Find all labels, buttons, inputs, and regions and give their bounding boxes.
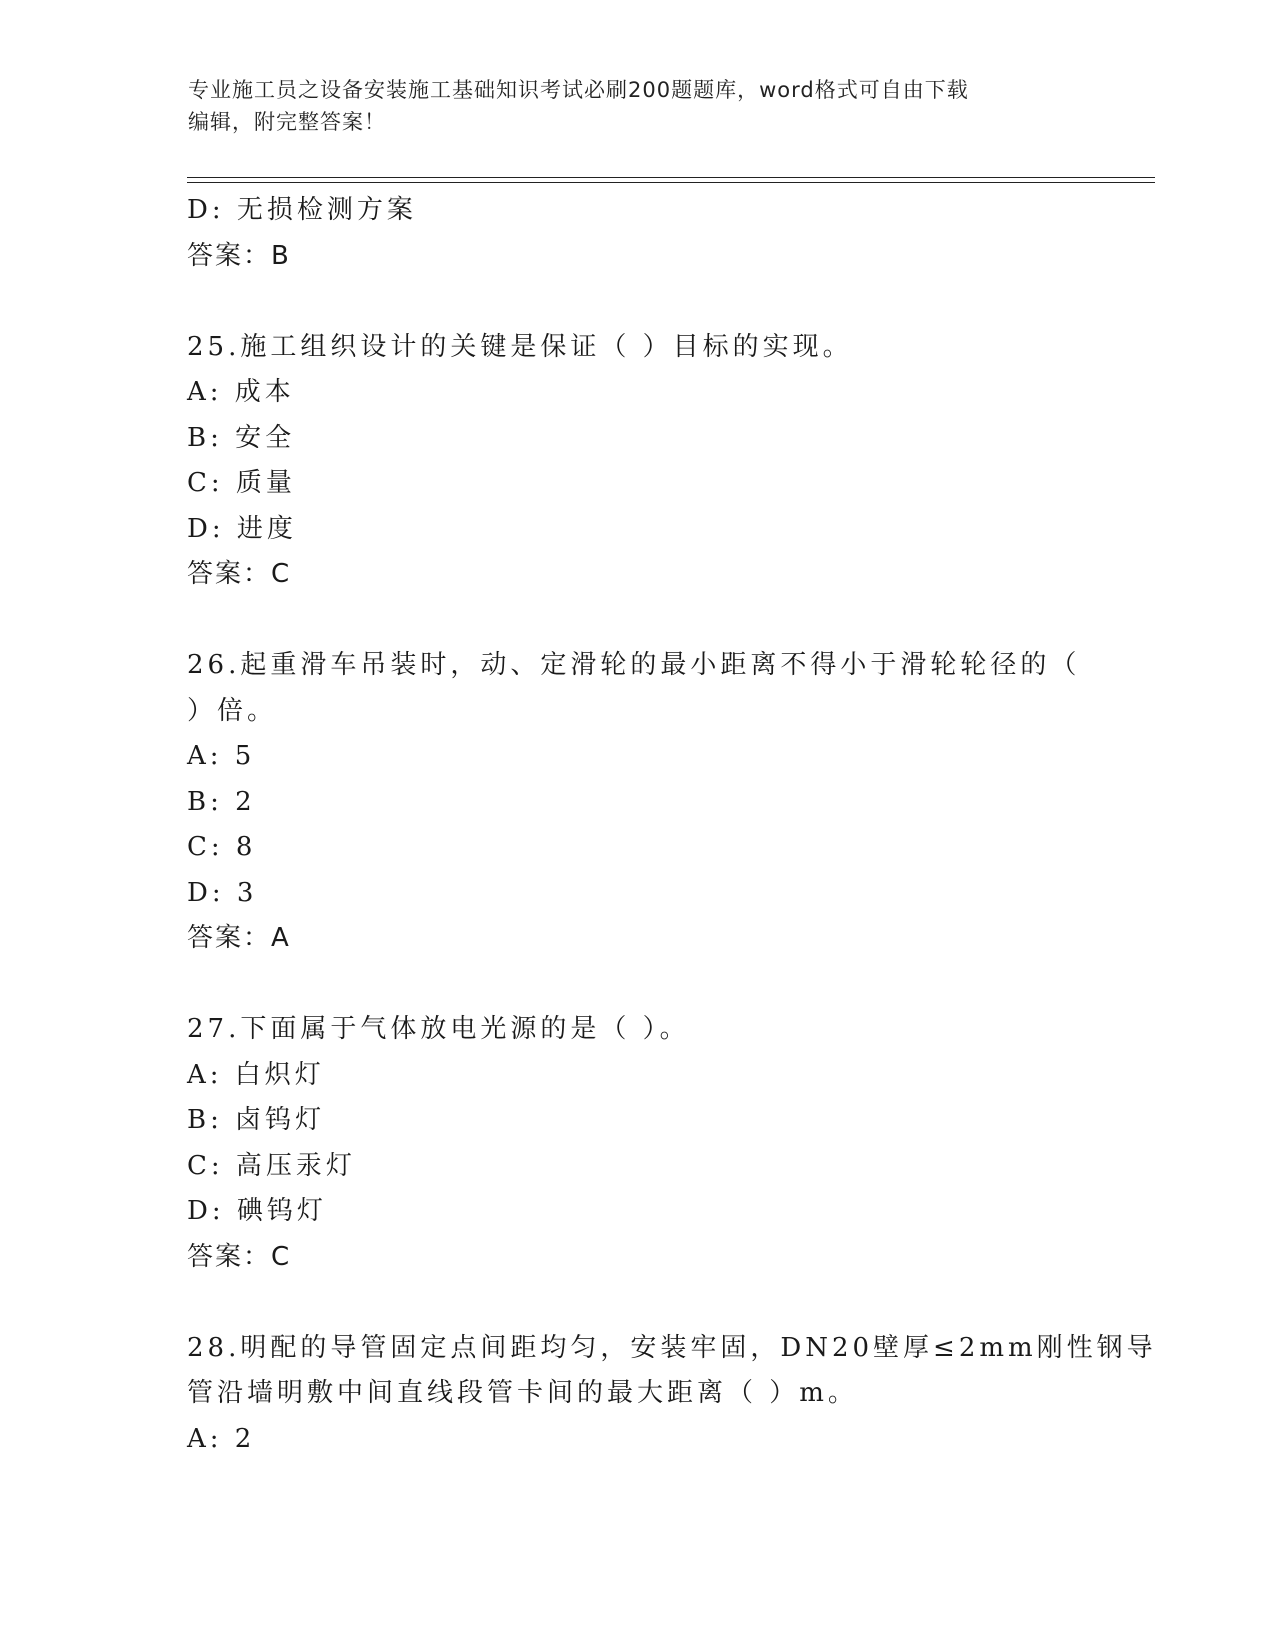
option-a: A: 5 bbox=[187, 741, 256, 771]
question-stem: 27.下面属于气体放电光源的是（ ）。 bbox=[187, 1014, 690, 1044]
option-d: D: 碘钨灯 bbox=[187, 1196, 327, 1226]
option-a: A: 2 bbox=[187, 1423, 256, 1454]
answer-line: 答案：C bbox=[187, 559, 292, 589]
question-stem-line-2: ）倍。 bbox=[187, 695, 278, 726]
option-c: C: 质量 bbox=[187, 468, 296, 498]
question-stem-line-1: 26.起重滑车吊装时，动、定滑轮的最小距离不得小于滑轮轮径的（ bbox=[187, 650, 1081, 680]
question-stem-line-1: 28.明配的导管固定点间距均匀，安装牢固，DN20壁厚≤2mm刚性钢导 bbox=[187, 1332, 1157, 1363]
option-a: A: 白炽灯 bbox=[187, 1059, 325, 1090]
spacer bbox=[187, 279, 1087, 325]
option-c: C: 8 bbox=[187, 832, 257, 862]
document-body bbox=[187, 188, 1157, 1462]
header-divider-top bbox=[187, 177, 1155, 178]
answer-line: 答案：B bbox=[187, 240, 291, 271]
spacer bbox=[187, 1280, 1087, 1326]
question-block-26 bbox=[187, 643, 1087, 962]
option-b: B: 2 bbox=[187, 786, 256, 817]
option-a: A: 成本 bbox=[187, 377, 295, 407]
question-stem: 25.施工组织设计的关键是保证（ ）目标的实现。 bbox=[187, 331, 853, 362]
answer-line: 答案：A bbox=[187, 923, 291, 953]
question-stem-line-2: 管沿墙明敷中间直线段管卡间的最大距离（ ）m。 bbox=[187, 1378, 858, 1408]
question-block-28 bbox=[187, 1326, 1157, 1463]
document-header bbox=[188, 74, 1088, 138]
question-block-25 bbox=[187, 325, 1087, 598]
answer-line: 答案：C bbox=[187, 1241, 292, 1272]
option-c: C: 高压汞灯 bbox=[187, 1150, 356, 1181]
header-divider-bottom bbox=[187, 182, 1155, 183]
header-title-line-1: 专业施工员之设备安装施工基础知识考试必刷200题题库，word格式可自由下载 bbox=[188, 78, 969, 102]
option-b: B: 安全 bbox=[187, 422, 296, 453]
question-block-27 bbox=[187, 1007, 1087, 1280]
option-b: B: 卤钨灯 bbox=[187, 1105, 326, 1135]
header-title-line-2: 编辑，附完整答案！ bbox=[188, 110, 386, 134]
option-d: D: 进度 bbox=[187, 513, 297, 544]
spacer bbox=[187, 598, 1087, 644]
option-d: D: 无损检测方案 bbox=[187, 195, 417, 225]
option-d: D: 3 bbox=[187, 877, 258, 908]
spacer bbox=[187, 962, 1087, 1008]
